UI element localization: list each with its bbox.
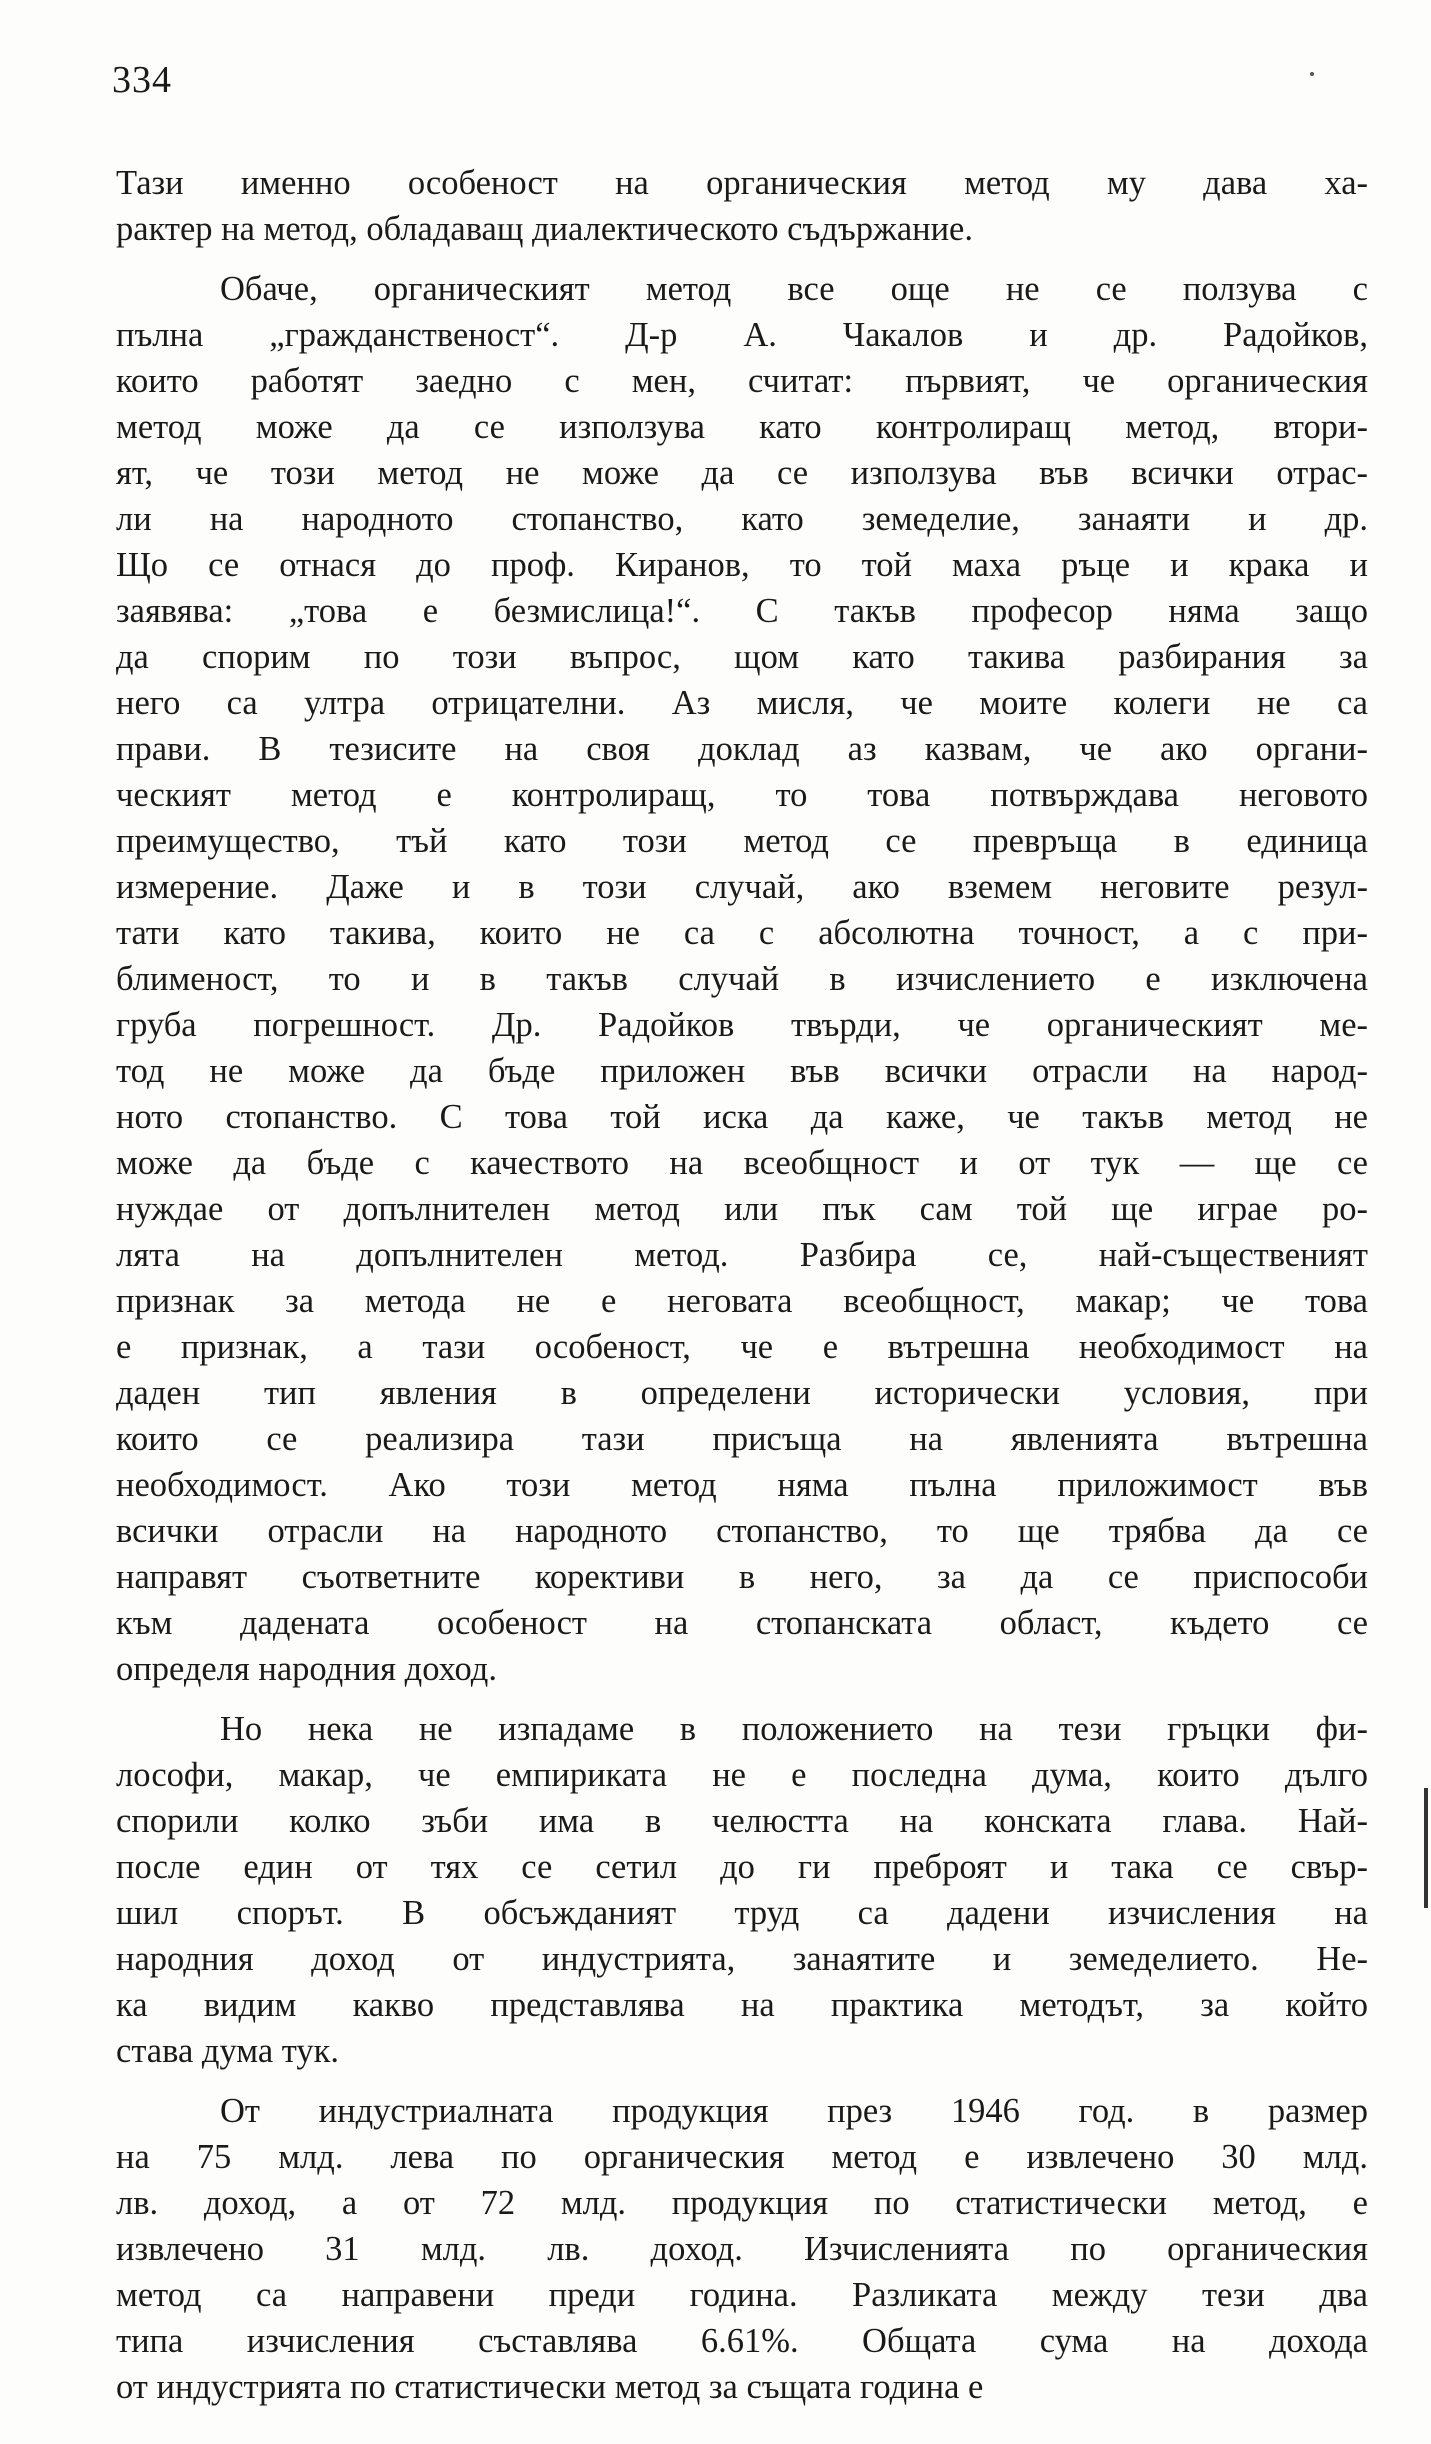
text-line: лософи, макар, че емпириката не е последна дума, които дълго bbox=[116, 1756, 1368, 1794]
body-text bbox=[116, 160, 1368, 2424]
text-line: става дума тук. bbox=[116, 2032, 340, 2070]
text-line: тати като такива, които не са с абсолютна точност, а с при- bbox=[116, 914, 1368, 952]
text-line: груба погрешност. Др. Радойков твърди, че органическият ме- bbox=[116, 1006, 1368, 1044]
text-line: е признак, а тази особеност, че е вътрешна необходимост на bbox=[116, 1328, 1368, 1366]
text-line: шил спорът. В обсъжданият труд са дадени изчисления на bbox=[116, 1894, 1368, 1932]
paragraph bbox=[116, 266, 1368, 1692]
text-line: От индустриалната продукция през 1946 год. в размер bbox=[220, 2092, 1368, 2130]
text-line: ческият метод е контролиращ, то това потвърждава неговото bbox=[116, 776, 1368, 814]
text-line: него са ултра отрицателни. Аз мисля, че моите колеги не са bbox=[116, 684, 1368, 722]
text-line: които се реализира тази присъща на явленията вътрешна bbox=[116, 1420, 1368, 1458]
text-line: от индустрията по статистически метод за същата година е bbox=[116, 2368, 984, 2406]
text-line: може да бъде с качеството на всеобщност и от тук — ще се bbox=[116, 1144, 1368, 1182]
text-line: извлечено 31 млд. лв. доход. Изчисленията по органическия bbox=[116, 2230, 1368, 2268]
text-line: ят, че този метод не може да се използува във всички отрас- bbox=[116, 454, 1368, 492]
text-line: признак за метода не е неговата всеобщност, макар; че това bbox=[116, 1282, 1368, 1320]
text-line: Що се отнася до проф. Киранов, то той маха ръце и крака и bbox=[116, 546, 1368, 584]
text-line: измерение. Даже и в този случай, ако вземем неговите резул- bbox=[116, 868, 1368, 906]
paragraph bbox=[116, 160, 1368, 252]
text-line: да спорим по този въпрос, щом като такива разбирания за bbox=[116, 638, 1368, 676]
text-line: преимущество, тъй като този метод се превръща в единица bbox=[116, 822, 1368, 860]
text-line: заявява: „това е безмислица!“. С такъв професор няма защо bbox=[116, 592, 1368, 630]
text-line: метод са направени преди година. Разликата между тези два bbox=[116, 2276, 1368, 2314]
print-speck bbox=[1310, 72, 1314, 76]
text-line: към дадената особеност на стопанската област, където се bbox=[116, 1604, 1368, 1642]
text-line: лв. доход, а от 72 млд. продукция по статистически метод, е bbox=[116, 2184, 1368, 2222]
text-line: после един от тях се сетил до ги преброят и така се свър- bbox=[116, 1848, 1368, 1886]
text-line: рактер на метод, обладаващ диалектическото съдържание. bbox=[116, 210, 973, 248]
text-line: тод не може да бъде приложен във всички отрасли на народ- bbox=[116, 1052, 1368, 1090]
margin-mark bbox=[1424, 1788, 1428, 1908]
page-number: 334 bbox=[112, 59, 172, 101]
paragraph bbox=[116, 1706, 1368, 2074]
paragraph bbox=[116, 2088, 1368, 2410]
text-line: на 75 млд. лева по органическия метод е извлечено 30 млд. bbox=[116, 2138, 1368, 2176]
text-line: ното стопанство. С това той иска да каже, че такъв метод не bbox=[116, 1098, 1368, 1136]
text-line: Но нека не изпадаме в положението на тези гръцки фи- bbox=[220, 1710, 1368, 1748]
text-line: народния доход от индустрията, занаятите и земеделието. Не- bbox=[116, 1940, 1368, 1978]
text-line: прави. В тезисите на своя доклад аз казвам, че ако органи- bbox=[116, 730, 1368, 768]
text-line: лята на допълнителен метод. Разбира се, най-същественият bbox=[116, 1236, 1368, 1274]
text-line: които работят заедно с мен, считат: първият, че органическия bbox=[116, 362, 1368, 400]
text-line: Тази именно особеност на органическия метод му дава ха- bbox=[116, 164, 1368, 202]
text-line: определя народния доход. bbox=[116, 1650, 497, 1688]
text-line: всички отрасли на народното стопанство, то ще трябва да се bbox=[116, 1512, 1368, 1550]
text-line: даден тип явления в определени исторически условия, при bbox=[116, 1374, 1368, 1412]
text-line: ка видим какво представлява на практика методът, за който bbox=[116, 1986, 1368, 2024]
text-line: ли на народното стопанство, като земеделие, занаяти и др. bbox=[116, 500, 1368, 538]
text-line: пълна „гражданственост“. Д-р А. Чакалов и др. Радойков, bbox=[116, 316, 1368, 354]
text-line: типа изчисления съставлява 6.61%. Общата сума на дохода bbox=[116, 2322, 1368, 2360]
text-line: нуждае от допълнителен метод или пък сам той ще играе ро- bbox=[116, 1190, 1368, 1228]
text-line: необходимост. Ако този метод няма пълна приложимост във bbox=[116, 1466, 1368, 1504]
text-line: спорили колко зъби има в челюстта на конската глава. Най- bbox=[116, 1802, 1368, 1840]
text-line: направят съответните корективи в него, за да се приспособи bbox=[116, 1558, 1368, 1596]
text-line: Обаче, органическият метод все още не се ползува с bbox=[220, 270, 1368, 308]
text-line: блименост, то и в такъв случай в изчислението е изключена bbox=[116, 960, 1368, 998]
text-line: метод може да се използува като контролиращ метод, втори- bbox=[116, 408, 1368, 446]
